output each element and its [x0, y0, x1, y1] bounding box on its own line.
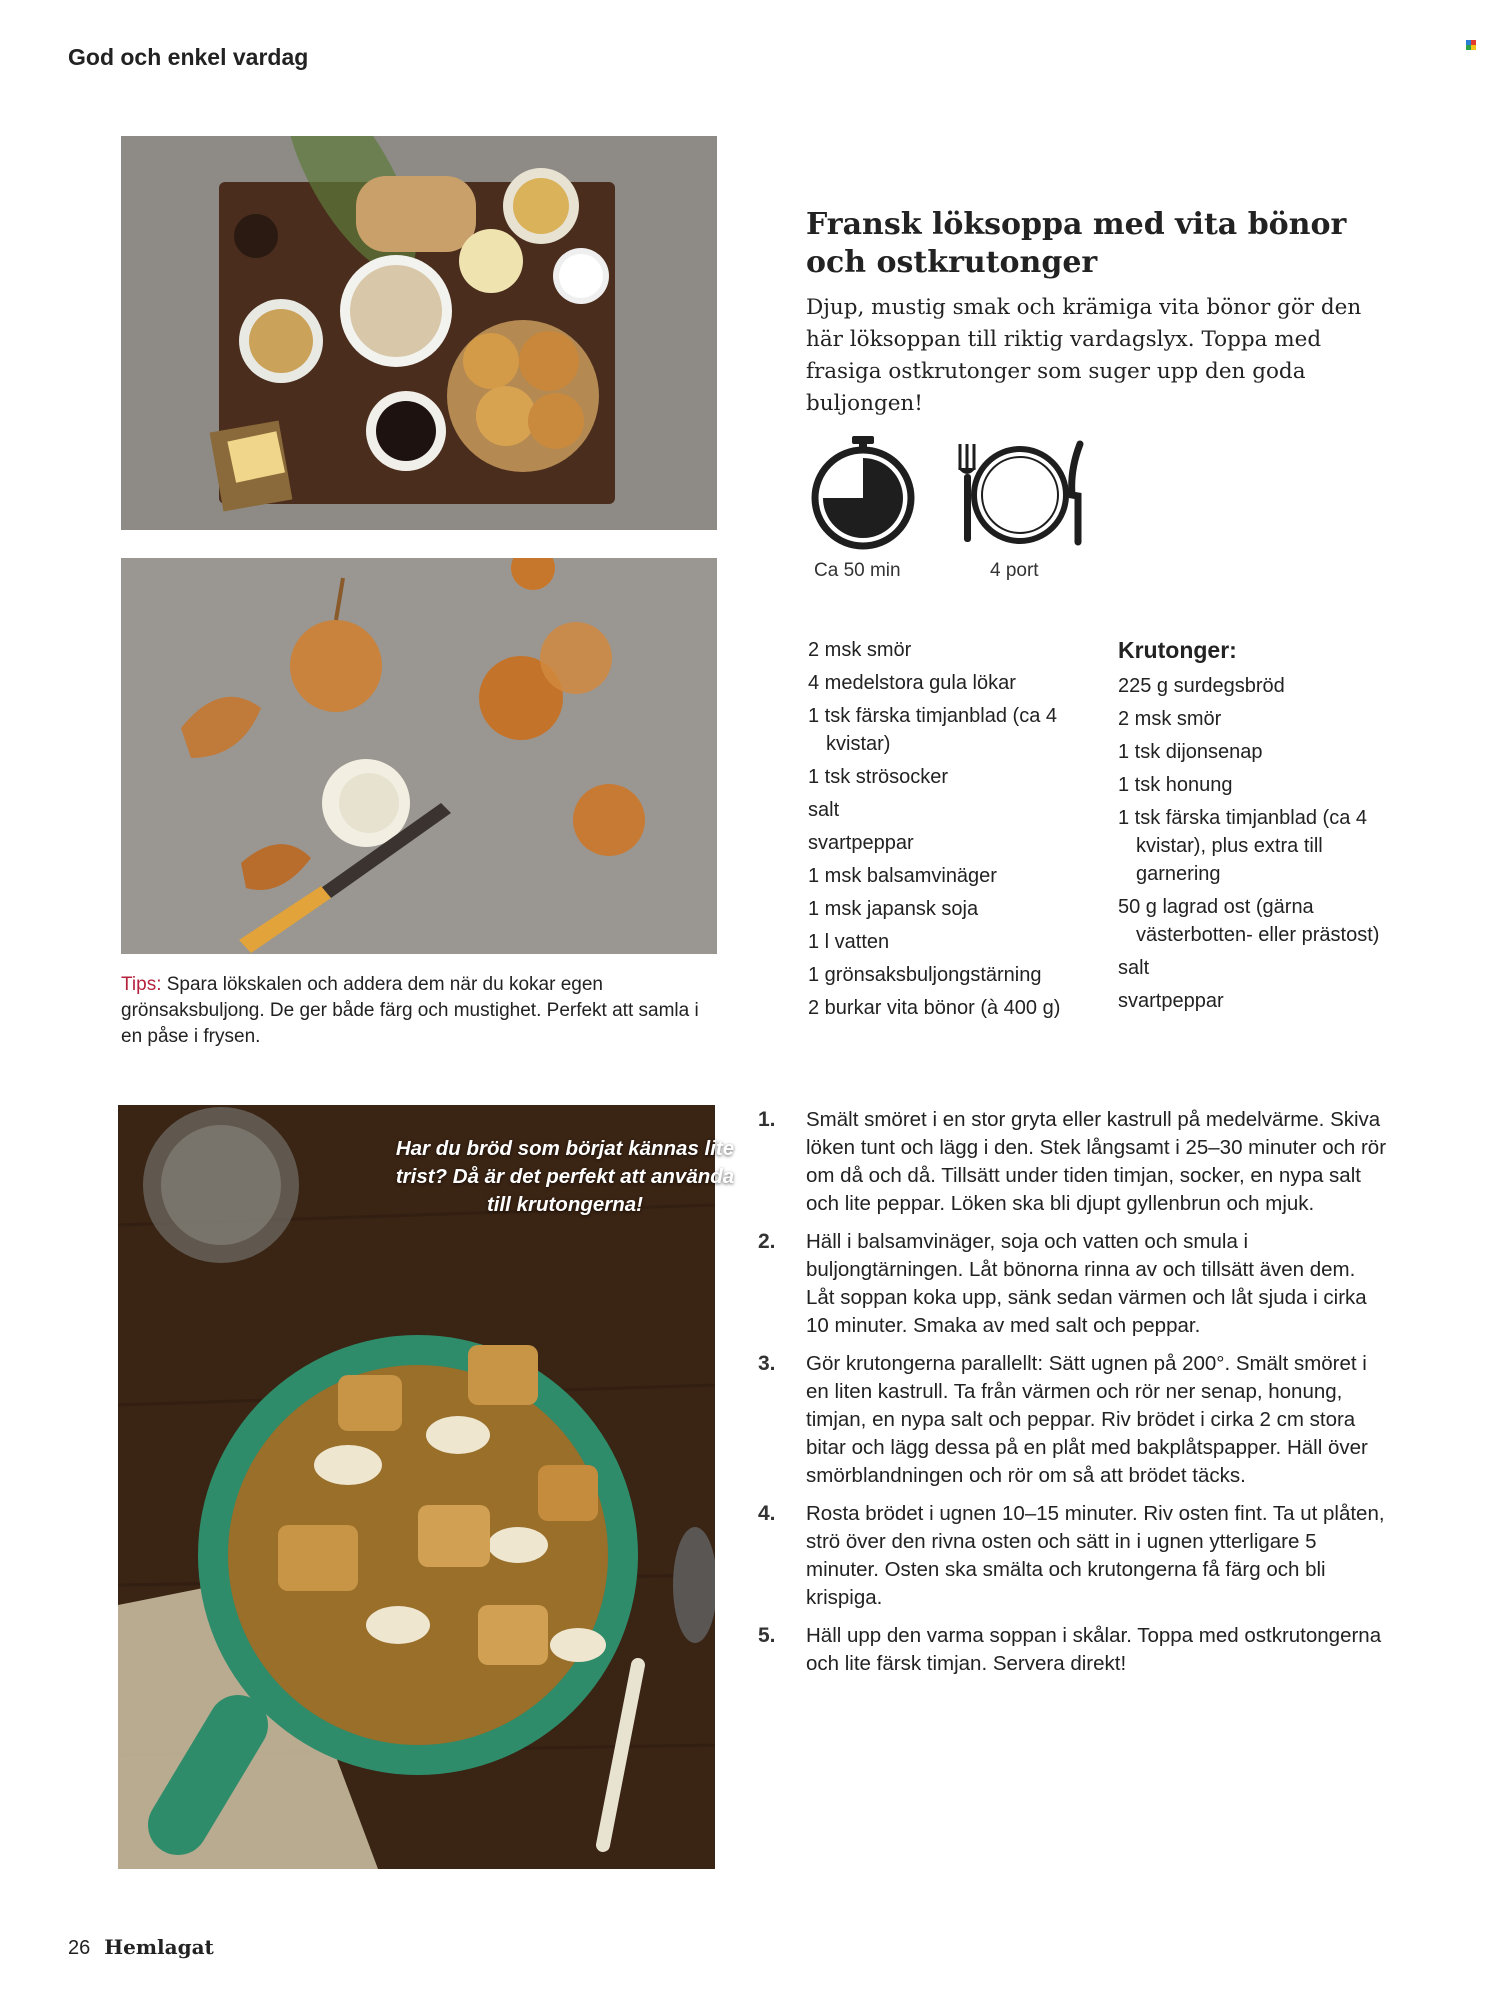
- ingredient-item: 1 l vatten: [808, 931, 890, 953]
- logo-mark-icon: [1466, 40, 1476, 50]
- photo-callout: Har du bröd som börjat kännas lite trist? Då är det perfekt att använda till krutongerna!: [395, 1137, 735, 1216]
- step-number: 4.: [758, 1502, 776, 1525]
- ingredients-photo: [121, 136, 717, 530]
- step-4: [758, 1500, 1388, 1612]
- magazine-brand: Hemlagat: [104, 1935, 214, 1959]
- ingredient-item: salt: [1118, 957, 1150, 979]
- ingredient-item: 1 tsk honung: [1118, 774, 1233, 796]
- portions-label: 4 port: [990, 560, 1039, 581]
- soup-photo: [118, 1105, 715, 1869]
- ingredient-item: 1 grönsaksbuljongstärning: [808, 964, 1042, 986]
- step-number: 1.: [758, 1108, 776, 1131]
- croutons-heading: Krutonger:: [1118, 637, 1237, 663]
- ingredient-item: 1 tsk strösocker: [808, 766, 949, 788]
- ingredient-item: svartpeppar: [1118, 990, 1224, 1012]
- tips-text: Spara lökskalen och addera dem när du kokar egen grönsaksbuljong. De ger både färg och mustighet. Perfekt att samla i en påse i frysen.: [121, 974, 699, 1047]
- onions-photo: [121, 558, 717, 954]
- section-header: God och enkel vardag: [68, 44, 309, 70]
- recipe-lead: Djup, mustig smak och krämiga vita bönor gör den här löksoppan till riktig vardagslyx. Toppa med frasiga ostkrutonger som suger upp den goda buljongen!: [806, 295, 1362, 416]
- step-text: Gör krutongerna parallellt: Sätt ugnen på 200°. Smält smöret i en liten kastrull. Ta från värmen och rör ner senap, honung, timjan, en nypa salt och peppar. Riv brödet i cirka 2 cm stora bitar och lägg dessa på en plåt med bakplåtspapper. Häll över smörblandningen och rör om så att brödet täcks.: [806, 1352, 1368, 1487]
- ingredient-item: 1 tsk färska timjanblad (ca 4 kvistar), plus extra till garnering: [1118, 807, 1367, 885]
- step-number: 2.: [758, 1230, 776, 1253]
- step-text: Rosta brödet i ugnen 10–15 minuter. Riv osten fint. Ta ut plåten, strö över den rivna osten och sätt in i ugnen ytterligare 5 minuter. Osten ska smälta och krutongerna få färg och bli krispiga.: [806, 1502, 1385, 1609]
- plate-cutlery-icon: [950, 440, 1090, 550]
- ingredient-item: 2 burkar vita bönor (à 400 g): [808, 997, 1061, 1019]
- ingredient-item: 1 msk japansk soja: [808, 898, 979, 920]
- method-steps: [758, 1106, 1388, 1688]
- stopwatch-icon: [808, 432, 918, 550]
- ingredient-item: 1 tsk dijonsenap: [1118, 741, 1263, 763]
- step-text: Smält smöret i en stor gryta eller kastrull på medelvärme. Skiva löken tunt och lägg i den. Stek långsamt i 25–30 minuter och rör om då och då. Tillsätt under tiden timjan, socker, en nypa salt och lite peppar. Löken ska bli djupt gyllenbrun och mjuk.: [806, 1108, 1387, 1215]
- step-number: 3.: [758, 1352, 776, 1375]
- page-number: 26: [68, 1937, 91, 1959]
- ingredient-item: salt: [808, 799, 840, 821]
- ingredient-item: 225 g surdegsbröd: [1118, 675, 1285, 697]
- ingredient-item: 4 medelstora gula lökar: [808, 672, 1016, 694]
- time-label: Ca 50 min: [814, 560, 901, 581]
- step-5: [758, 1622, 1388, 1678]
- step-3: [758, 1350, 1388, 1490]
- ingredient-item: svartpeppar: [808, 832, 914, 854]
- step-text: Häll i balsamvinäger, soja och vatten och smula i buljongtärningen. Låt bönorna rinna av och tillsätt även dem. Låt soppan koka upp, sänk sedan värmen och låt sjuda i cirka 10 minuter. Smaka av med salt och peppar.: [806, 1230, 1367, 1337]
- ingredient-item: 50 g lagrad ost (gärna västerbotten- eller prästost): [1118, 896, 1380, 946]
- ingredient-item: 2 msk smör: [808, 639, 912, 661]
- recipe-title: Fransk löksoppa med vita bönor och ostkrutonger: [806, 207, 1347, 280]
- step-2: [758, 1228, 1388, 1340]
- ingredient-list-croutons: [1118, 636, 1388, 1020]
- step-1: [758, 1106, 1388, 1218]
- tips-label: Tips:: [121, 974, 162, 995]
- page-footer: [68, 1935, 214, 1960]
- step-text: Häll upp den varma soppan i skålar. Toppa med ostkrutongerna och lite färsk timjan. Servera direkt!: [806, 1624, 1382, 1675]
- ingredient-item: 1 msk balsamvinäger: [808, 865, 997, 887]
- step-number: 5.: [758, 1624, 776, 1647]
- ingredient-item: 1 tsk färska timjanblad (ca 4 kvistar): [808, 705, 1057, 755]
- ingredient-item: 2 msk smör: [1118, 708, 1222, 730]
- ingredient-list-main: [808, 636, 1098, 1027]
- tips-box: [121, 972, 721, 1050]
